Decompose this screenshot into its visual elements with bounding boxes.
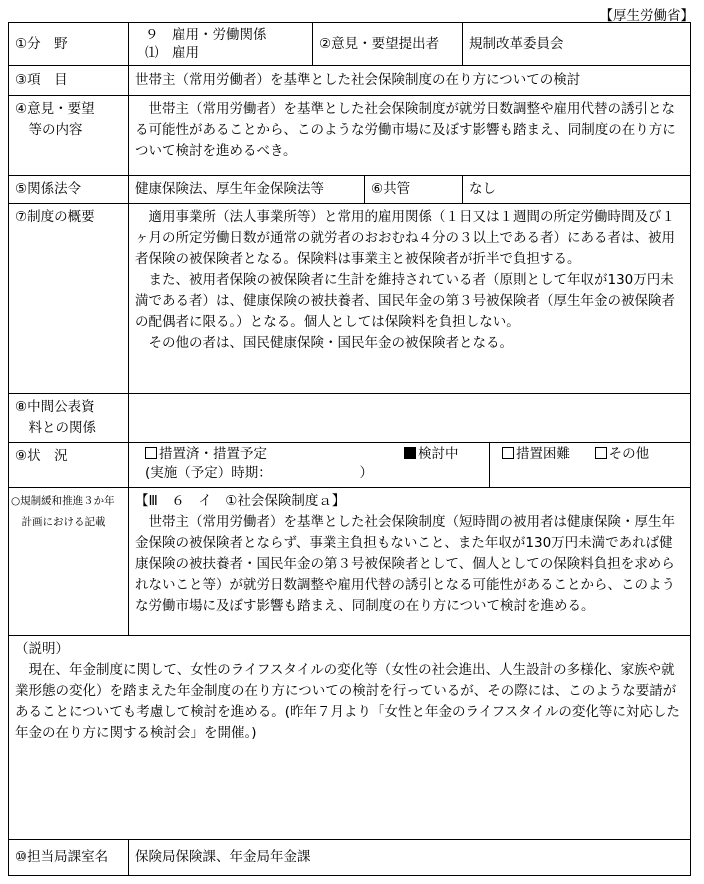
- interim-value: [129, 394, 691, 443]
- row-department: [9, 840, 691, 876]
- plan-label-line1: ○規制緩和推進３か年: [11, 495, 115, 507]
- overview-para3: その他の者は、国民健康保険・国民年金の被保険者となる。: [148, 335, 513, 351]
- row-status: [9, 443, 691, 488]
- department-label: ⑩担当局課室名: [9, 840, 129, 876]
- status-option-implemented-label: 措置済・措置予定: [159, 446, 267, 462]
- checkbox-difficult-icon: [502, 447, 514, 459]
- row-explanation: [9, 636, 691, 840]
- field-value-line2: ⑴ 雇用: [145, 45, 199, 61]
- row-interim: [9, 394, 691, 443]
- law-value: 健康保険法、厚生年金保険法等: [129, 176, 365, 204]
- request-form-table: [8, 22, 691, 876]
- plan-label-line2: 計画における記載: [11, 516, 106, 528]
- joint-label: ⑥共管: [365, 176, 463, 204]
- opinion-value: [129, 96, 691, 176]
- row-law: [9, 176, 691, 204]
- interim-label: [9, 394, 129, 443]
- field-label: ①分 野: [9, 23, 129, 66]
- status-value: [129, 443, 691, 488]
- row-field: [9, 23, 691, 66]
- status-other-options: [489, 443, 690, 487]
- joint-value: なし: [463, 176, 691, 204]
- overview-label: ⑦制度の概要: [9, 204, 129, 394]
- explanation-cell: [9, 636, 691, 840]
- field-value: [129, 23, 313, 66]
- status-option-review: [404, 445, 459, 464]
- status-label: ⑨状 況: [9, 443, 129, 488]
- status-option-other-label: その他: [608, 446, 650, 462]
- overview-para2: また、被用者保険の被保険者に生計を維持されている者（原則として年収が130万円未満である者）は、健康保険の被扶養者、国民年金の第３号被保険者（厚生年金の被保険者の配偶者に限る。）となる。個人としては保険料を負担しない。: [135, 272, 675, 330]
- overview-value: [129, 204, 691, 394]
- plan-text: 世帯主（常用労働者）を基準とした社会保険制度（短時間の被用者は健康保険・厚生年金保険の被保険者とならず、事業主負担もないこと、また年収が130万円未満であれば健康保険の被扶養者・国民年金の第３号被保険者として、個人としての保険料負担を求められないこと等）が就労日数調整や雇用代替の誘引となる可能性があることから、このような労働市場に及ぼす影響も踏まえ、同制度の在り方について検討を進める。: [135, 514, 675, 614]
- explanation-text: 現在、年金制度に関して、女性のライフスタイルの変化等（女性の社会進出、人生設計の多様化、家族や就業形態の変化）を踏まえた年金制度の在り方についての検討を行っているが、その際には、このような要請があることについても考慮して検討を進める。(昨年７月より「女性と年金のライフスタイルの変化等に対応した年金の在り方に関する検討会」を開催。): [15, 662, 680, 741]
- opinion-label-line1: ④意見・要望: [15, 101, 95, 117]
- plan-label: [9, 488, 129, 636]
- checkbox-other-icon: [595, 447, 607, 459]
- law-label: ⑤関係法令: [9, 176, 129, 204]
- row-overview: [9, 204, 691, 394]
- field-value-line1: ９ 雇用・労働関係: [145, 27, 267, 43]
- submitter-label: ②意見・要望提出者: [313, 23, 463, 66]
- item-value: 世帯主（常用労働者）を基準とした社会保険制度の在り方についての検討: [129, 66, 691, 96]
- row-plan: [9, 488, 691, 636]
- interim-label-line1: ⑧中間公表資: [15, 399, 95, 415]
- interim-label-line2: 料との関係: [15, 420, 96, 436]
- status-option-difficult-label: 措置困難: [516, 446, 570, 462]
- status-option-review-label: 検討中: [418, 446, 459, 462]
- submitter-value: 規制改革委員会: [463, 23, 691, 66]
- ministry-name: 【厚生労働省】: [599, 8, 694, 24]
- opinion-label: [9, 96, 129, 176]
- department-value: 保険局保険課、年金局年金課: [129, 840, 691, 876]
- checkbox-implemented-icon: [145, 447, 157, 459]
- plan-value: [129, 488, 691, 636]
- item-label: ③項 目: [9, 66, 129, 96]
- row-opinion: [9, 96, 691, 176]
- explanation-label: （説明）: [15, 641, 69, 657]
- overview-para1: 適用事業所（法人事業所等）と常用的雇用関係（１日又は１週間の所定労働時間及び１ヶ月の所定労働日数が通常の就労者のおおむね４分の３以上である者）にある者は、被用者保険の被保険者となる。保険料は事業主と被保険者が折半で負担する。: [135, 209, 675, 267]
- status-implementation-period: (実施（予定）時期： ）: [145, 465, 374, 481]
- plan-reference: 【Ⅲ ６ イ ①社会保険制度ａ】: [135, 493, 346, 509]
- checkbox-review-checked-icon: [404, 447, 416, 459]
- row-item: [9, 66, 691, 96]
- opinion-text: 世帯主（常用労働者）を基準とした社会保険制度が就労日数調整や雇用代替の誘引となる可能性があることから、このような労働市場に及ぼす影響も踏まえ、同制度の在り方について検討を進めるべき。: [135, 101, 676, 159]
- opinion-label-line2: 等の内容: [15, 122, 83, 138]
